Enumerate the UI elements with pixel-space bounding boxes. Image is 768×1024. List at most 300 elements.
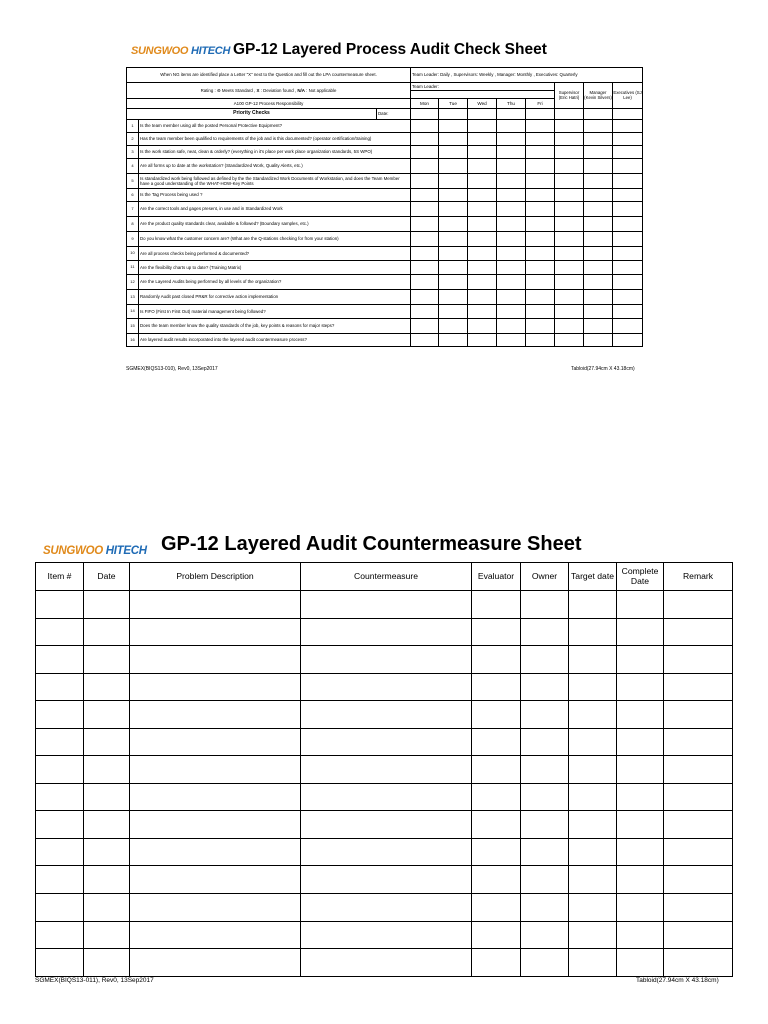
- evaluator-cell[interactable]: [472, 811, 521, 839]
- rating-cell[interactable]: [526, 247, 555, 261]
- countermeasure-row: [36, 673, 733, 701]
- rating-cell[interactable]: [497, 319, 526, 334]
- rating-cell[interactable]: [439, 159, 468, 174]
- date-cell[interactable]: [84, 811, 130, 839]
- complete-date-cell[interactable]: [617, 838, 664, 866]
- date-cell[interactable]: [584, 109, 613, 120]
- remark-cell[interactable]: [664, 783, 733, 811]
- rating-cell[interactable]: [555, 261, 584, 275]
- problem-description-cell[interactable]: [130, 811, 301, 839]
- item-number-cell[interactable]: [36, 921, 84, 949]
- rating-cell[interactable]: [526, 319, 555, 334]
- evaluator-cell[interactable]: [472, 949, 521, 977]
- rating-cell[interactable]: [555, 133, 584, 146]
- rating-cell[interactable]: [584, 261, 613, 275]
- date-cell[interactable]: [84, 618, 130, 646]
- item-number-cell[interactable]: [36, 811, 84, 839]
- target-date-cell[interactable]: [569, 728, 617, 756]
- complete-date-cell[interactable]: [617, 949, 664, 977]
- item-number-cell[interactable]: [36, 866, 84, 894]
- rating-cell[interactable]: [613, 290, 643, 305]
- audit-question-row: [127, 232, 643, 247]
- remark-cell[interactable]: [664, 811, 733, 839]
- owner-cell[interactable]: [521, 701, 569, 729]
- date-cell[interactable]: [84, 756, 130, 784]
- rating-cell[interactable]: [584, 189, 613, 202]
- rating-cell[interactable]: [526, 133, 555, 146]
- remark-cell[interactable]: [664, 646, 733, 674]
- rating-cell[interactable]: [411, 146, 439, 159]
- rating-cell[interactable]: [526, 189, 555, 202]
- supervisor-header: Supervisor (Eric Hatri): [555, 83, 584, 109]
- problem-description-cell[interactable]: [130, 921, 301, 949]
- rating-cell[interactable]: [584, 247, 613, 261]
- remark-cell[interactable]: [664, 591, 733, 619]
- rating-cell[interactable]: [411, 120, 439, 133]
- owner-cell[interactable]: [521, 921, 569, 949]
- rating-cell[interactable]: [439, 247, 468, 261]
- remark-cell[interactable]: [664, 673, 733, 701]
- rating-cell[interactable]: [555, 290, 584, 305]
- rating-cell[interactable]: [411, 202, 439, 217]
- countermeasure-row: [36, 701, 733, 729]
- target-date-cell[interactable]: [569, 591, 617, 619]
- owner-cell[interactable]: [521, 866, 569, 894]
- company-logo: SUNGWOO HITECH: [131, 45, 231, 57]
- rating-cell[interactable]: [584, 146, 613, 159]
- question-number: 15: [127, 319, 139, 334]
- countermeasure-cell[interactable]: [301, 866, 472, 894]
- problem-description-cell[interactable]: [130, 894, 301, 922]
- audit-footer-left: SGMEX(BIQS13-010), Rev0, 13Sep2017: [126, 366, 218, 372]
- countermeasure-cell[interactable]: [301, 811, 472, 839]
- evaluator-cell[interactable]: [472, 866, 521, 894]
- rating-cell[interactable]: [468, 290, 497, 305]
- evaluator-cell[interactable]: [472, 756, 521, 784]
- target-date-cell[interactable]: [569, 838, 617, 866]
- owner-cell[interactable]: [521, 591, 569, 619]
- rating-cell[interactable]: [468, 319, 497, 334]
- date-cell[interactable]: [84, 894, 130, 922]
- evaluator-cell[interactable]: [472, 591, 521, 619]
- rating-cell[interactable]: [584, 319, 613, 334]
- problem-description-cell[interactable]: [130, 756, 301, 784]
- rating-cell[interactable]: [613, 159, 643, 174]
- audit-question-row: [127, 305, 643, 319]
- countermeasure-cell[interactable]: [301, 894, 472, 922]
- evaluator-cell[interactable]: [472, 701, 521, 729]
- item-number-cell[interactable]: [36, 701, 84, 729]
- countermeasure-cell[interactable]: [301, 591, 472, 619]
- rating-cell[interactable]: [468, 133, 497, 146]
- target-date-cell[interactable]: [569, 618, 617, 646]
- countermeasure-sheet-title: GP-12 Layered Audit Countermeasure Sheet: [161, 533, 582, 555]
- complete-date-cell[interactable]: [617, 618, 664, 646]
- rating-cell[interactable]: [439, 275, 468, 290]
- complete-date-cell[interactable]: [617, 811, 664, 839]
- rating-cell[interactable]: [497, 261, 526, 275]
- problem-description-cell[interactable]: [130, 673, 301, 701]
- rating-cell[interactable]: [411, 334, 439, 347]
- rating-cell[interactable]: [497, 334, 526, 347]
- question-number: 11: [127, 261, 139, 275]
- rating-cell[interactable]: [526, 159, 555, 174]
- rating-cell[interactable]: [439, 232, 468, 247]
- rating-cell[interactable]: [468, 334, 497, 347]
- item-number-cell[interactable]: [36, 838, 84, 866]
- date-cell[interactable]: [84, 646, 130, 674]
- audit-question-rows: [127, 120, 643, 347]
- complete-date-cell[interactable]: [617, 756, 664, 784]
- rating-cell[interactable]: [468, 275, 497, 290]
- rating-cell[interactable]: [526, 290, 555, 305]
- rating-cell[interactable]: [411, 159, 439, 174]
- rating-cell[interactable]: [497, 217, 526, 232]
- rating-cell[interactable]: [613, 319, 643, 334]
- rating-cell[interactable]: [526, 232, 555, 247]
- rating-cell[interactable]: [411, 275, 439, 290]
- countermeasure-row: [36, 728, 733, 756]
- owner-cell[interactable]: [521, 673, 569, 701]
- problem-description-cell[interactable]: [130, 701, 301, 729]
- problem-description-cell[interactable]: [130, 866, 301, 894]
- audit-question-row: [127, 159, 643, 174]
- rating-cell[interactable]: [497, 247, 526, 261]
- company-logo: SUNGWOO HITECH: [43, 545, 147, 557]
- countermeasure-cell[interactable]: [301, 756, 472, 784]
- manager-header: Manager (Kevin Silvers): [584, 83, 613, 109]
- complete-date-cell[interactable]: [617, 866, 664, 894]
- countermeasure-row: [36, 949, 733, 977]
- date-cell[interactable]: [84, 921, 130, 949]
- rating-cell[interactable]: [439, 133, 468, 146]
- item-number-cell[interactable]: [36, 949, 84, 977]
- evaluator-cell[interactable]: [472, 921, 521, 949]
- rating-cell[interactable]: [584, 217, 613, 232]
- target-date-cell[interactable]: [569, 811, 617, 839]
- rating-cell[interactable]: [411, 217, 439, 232]
- rating-cell[interactable]: [497, 146, 526, 159]
- rating-cell[interactable]: [497, 202, 526, 217]
- countermeasure-row: [36, 921, 733, 949]
- countermeasure-row: [36, 756, 733, 784]
- rating-cell[interactable]: [555, 189, 584, 202]
- rating-cell[interactable]: [497, 305, 526, 319]
- rating-cell[interactable]: [526, 120, 555, 133]
- problem-description-cell[interactable]: [130, 618, 301, 646]
- target-date-cell[interactable]: [569, 756, 617, 784]
- rating-cell[interactable]: [497, 133, 526, 146]
- rating-cell[interactable]: [468, 217, 497, 232]
- rating-cell[interactable]: [584, 133, 613, 146]
- rating-cell[interactable]: [584, 232, 613, 247]
- header-problem-description: Problem Description: [130, 563, 301, 591]
- rating-cell[interactable]: [497, 232, 526, 247]
- rating-cell[interactable]: [613, 133, 643, 146]
- complete-date-cell[interactable]: [617, 646, 664, 674]
- rating-cell[interactable]: [555, 217, 584, 232]
- problem-description-cell[interactable]: [130, 838, 301, 866]
- evaluator-cell[interactable]: [472, 728, 521, 756]
- rating-cell[interactable]: [613, 334, 643, 347]
- date-cell[interactable]: [84, 591, 130, 619]
- rating-cell[interactable]: [584, 275, 613, 290]
- remark-cell[interactable]: [664, 756, 733, 784]
- countermeasure-cell[interactable]: [301, 728, 472, 756]
- question-number: 14: [127, 305, 139, 319]
- rating-cell[interactable]: [555, 146, 584, 159]
- problem-description-cell[interactable]: [130, 591, 301, 619]
- date-cell[interactable]: [468, 109, 497, 120]
- remark-cell[interactable]: [664, 701, 733, 729]
- rating-cell[interactable]: [613, 232, 643, 247]
- rating-cell[interactable]: [555, 232, 584, 247]
- item-number-cell[interactable]: [36, 646, 84, 674]
- evaluator-cell[interactable]: [472, 673, 521, 701]
- rating-cell[interactable]: [468, 202, 497, 217]
- rating-cell[interactable]: [613, 189, 643, 202]
- rating-cell[interactable]: [526, 174, 555, 189]
- item-number-cell[interactable]: [36, 728, 84, 756]
- complete-date-cell[interactable]: [617, 921, 664, 949]
- owner-cell[interactable]: [521, 728, 569, 756]
- date-cell[interactable]: [613, 109, 643, 120]
- remark-cell[interactable]: [664, 949, 733, 977]
- rating-cell[interactable]: [439, 120, 468, 133]
- rating-cell[interactable]: [555, 319, 584, 334]
- date-cell[interactable]: [84, 673, 130, 701]
- item-number-cell[interactable]: [36, 783, 84, 811]
- complete-date-cell[interactable]: [617, 673, 664, 701]
- rating-cell[interactable]: [411, 174, 439, 189]
- header-complete-date: Complete Date: [617, 563, 664, 591]
- evaluator-cell[interactable]: [472, 894, 521, 922]
- rating-cell[interactable]: [497, 275, 526, 290]
- complete-date-cell[interactable]: [617, 783, 664, 811]
- question-number: 12: [127, 275, 139, 290]
- rating-cell[interactable]: [439, 174, 468, 189]
- date-cell[interactable]: [526, 109, 555, 120]
- rating-cell[interactable]: [613, 174, 643, 189]
- rating-cell[interactable]: [613, 217, 643, 232]
- question-text: Randomly Audit past closed PR&R for corrective action implementation: [139, 290, 411, 305]
- audit-frequency: Team Leader: Daily , Supervisors: Weekly , Manager: Monthly , Executives: Quarterly: [411, 68, 643, 83]
- countermeasure-cell[interactable]: [301, 783, 472, 811]
- countermeasure-cell[interactable]: [301, 949, 472, 977]
- evaluator-cell[interactable]: [472, 783, 521, 811]
- countermeasure-footer-left: SGMEX(BIQS13-011), Rev0, 13Sep2017: [35, 977, 154, 984]
- owner-cell[interactable]: [521, 756, 569, 784]
- rating-cell[interactable]: [555, 247, 584, 261]
- header-item-number: Item #: [36, 563, 84, 591]
- target-date-cell[interactable]: [569, 673, 617, 701]
- rating-cell[interactable]: [613, 202, 643, 217]
- question-number: 16: [127, 334, 139, 347]
- problem-description-cell[interactable]: [130, 646, 301, 674]
- item-number-cell[interactable]: [36, 894, 84, 922]
- target-date-cell[interactable]: [569, 949, 617, 977]
- rating-cell[interactable]: [497, 174, 526, 189]
- owner-cell[interactable]: [521, 894, 569, 922]
- target-date-cell[interactable]: [569, 921, 617, 949]
- countermeasure-cell[interactable]: [301, 838, 472, 866]
- rating-cell[interactable]: [411, 261, 439, 275]
- target-date-cell[interactable]: [569, 894, 617, 922]
- rating-cell[interactable]: [555, 120, 584, 133]
- rating-cell[interactable]: [555, 275, 584, 290]
- rating-cell[interactable]: [439, 189, 468, 202]
- date-cell[interactable]: [84, 701, 130, 729]
- rating-cell[interactable]: [411, 189, 439, 202]
- rating-cell[interactable]: [555, 305, 584, 319]
- rating-cell[interactable]: [439, 202, 468, 217]
- date-cell[interactable]: [84, 866, 130, 894]
- countermeasure-row: [36, 783, 733, 811]
- rating-cell[interactable]: [411, 133, 439, 146]
- date-cell[interactable]: [411, 109, 439, 120]
- countermeasure-cell[interactable]: [301, 673, 472, 701]
- target-date-cell[interactable]: [569, 783, 617, 811]
- rating-cell[interactable]: [613, 247, 643, 261]
- rating-cell[interactable]: [468, 146, 497, 159]
- audit-question-row: [127, 202, 643, 217]
- evaluator-cell[interactable]: [472, 618, 521, 646]
- date-cell[interactable]: [84, 783, 130, 811]
- rating-cell[interactable]: [526, 146, 555, 159]
- countermeasure-cell[interactable]: [301, 646, 472, 674]
- countermeasure-cell[interactable]: [301, 701, 472, 729]
- countermeasure-cell[interactable]: [301, 618, 472, 646]
- rating-cell[interactable]: [613, 120, 643, 133]
- rating-cell[interactable]: [497, 159, 526, 174]
- date-cell[interactable]: [84, 728, 130, 756]
- owner-cell[interactable]: [521, 949, 569, 977]
- rating-cell[interactable]: [411, 247, 439, 261]
- evaluator-cell[interactable]: [472, 838, 521, 866]
- rating-cell[interactable]: [613, 261, 643, 275]
- rating-cell[interactable]: [555, 202, 584, 217]
- audit-question-row: [127, 319, 643, 334]
- date-cell[interactable]: [439, 109, 468, 120]
- complete-date-cell[interactable]: [617, 728, 664, 756]
- rating-cell[interactable]: [613, 305, 643, 319]
- date-cell[interactable]: [84, 838, 130, 866]
- rating-cell[interactable]: [497, 290, 526, 305]
- rating-cell[interactable]: [439, 146, 468, 159]
- countermeasure-cell[interactable]: [301, 921, 472, 949]
- rating-cell[interactable]: [555, 159, 584, 174]
- rating-cell[interactable]: [526, 261, 555, 275]
- rating-cell[interactable]: [526, 202, 555, 217]
- rating-cell[interactable]: [468, 247, 497, 261]
- evaluator-cell[interactable]: [472, 646, 521, 674]
- question-text: Are layered audit results incorporated into the layered audit countermeasure process?: [139, 334, 411, 347]
- complete-date-cell[interactable]: [617, 894, 664, 922]
- target-date-cell[interactable]: [569, 866, 617, 894]
- date-cell[interactable]: [497, 109, 526, 120]
- rating-cell[interactable]: [439, 261, 468, 275]
- rating-cell[interactable]: [497, 189, 526, 202]
- date-cell[interactable]: [84, 949, 130, 977]
- item-number-cell[interactable]: [36, 591, 84, 619]
- rating-cell[interactable]: [584, 174, 613, 189]
- rating-cell[interactable]: [468, 232, 497, 247]
- target-date-cell[interactable]: [569, 701, 617, 729]
- rating-cell[interactable]: [584, 202, 613, 217]
- owner-cell[interactable]: [521, 811, 569, 839]
- remark-cell[interactable]: [664, 728, 733, 756]
- rating-cell[interactable]: [468, 174, 497, 189]
- remark-cell[interactable]: [664, 894, 733, 922]
- rating-cell[interactable]: [439, 319, 468, 334]
- complete-date-cell[interactable]: [617, 701, 664, 729]
- remark-cell[interactable]: [664, 866, 733, 894]
- rating-cell[interactable]: [584, 334, 613, 347]
- target-date-cell[interactable]: [569, 646, 617, 674]
- item-number-cell[interactable]: [36, 673, 84, 701]
- rating-cell[interactable]: [526, 334, 555, 347]
- rating-cell[interactable]: [584, 290, 613, 305]
- rating-cell[interactable]: [439, 290, 468, 305]
- rating-cell[interactable]: [555, 334, 584, 347]
- rating-cell[interactable]: [468, 305, 497, 319]
- rating-cell[interactable]: [526, 275, 555, 290]
- rating-cell[interactable]: [613, 275, 643, 290]
- remark-cell[interactable]: [664, 921, 733, 949]
- day-mon: Mon: [411, 99, 439, 109]
- rating-cell[interactable]: [411, 232, 439, 247]
- question-number: 6: [127, 189, 139, 202]
- item-number-cell[interactable]: [36, 756, 84, 784]
- owner-cell[interactable]: [521, 838, 569, 866]
- owner-cell[interactable]: [521, 618, 569, 646]
- rating-cell[interactable]: [468, 261, 497, 275]
- remark-cell[interactable]: [664, 838, 733, 866]
- rating-cell[interactable]: [468, 120, 497, 133]
- day-thu: Thu: [497, 99, 526, 109]
- rating-cell[interactable]: [468, 159, 497, 174]
- header-date: Date: [84, 563, 130, 591]
- question-number: 3: [127, 146, 139, 159]
- day-tue: Tue: [439, 99, 468, 109]
- rating-cell[interactable]: [584, 120, 613, 133]
- problem-description-cell[interactable]: [130, 728, 301, 756]
- owner-cell[interactable]: [521, 646, 569, 674]
- date-cell[interactable]: [555, 109, 584, 120]
- rating-cell[interactable]: [555, 174, 584, 189]
- rating-cell[interactable]: [411, 319, 439, 334]
- rating-cell[interactable]: [584, 159, 613, 174]
- owner-cell[interactable]: [521, 783, 569, 811]
- rating-cell[interactable]: [526, 217, 555, 232]
- item-number-cell[interactable]: [36, 618, 84, 646]
- rating-cell[interactable]: [439, 217, 468, 232]
- rating-cell[interactable]: [439, 334, 468, 347]
- header-remark: Remark: [664, 563, 733, 591]
- rating-cell[interactable]: [613, 146, 643, 159]
- remark-cell[interactable]: [664, 618, 733, 646]
- rating-cell[interactable]: [468, 189, 497, 202]
- complete-date-cell[interactable]: [617, 591, 664, 619]
- problem-description-cell[interactable]: [130, 783, 301, 811]
- rating-cell[interactable]: [497, 120, 526, 133]
- rating-cell[interactable]: [526, 305, 555, 319]
- rating-cell[interactable]: [411, 305, 439, 319]
- problem-description-cell[interactable]: [130, 949, 301, 977]
- rating-cell[interactable]: [439, 305, 468, 319]
- rating-cell[interactable]: [411, 290, 439, 305]
- rating-cell[interactable]: [584, 305, 613, 319]
